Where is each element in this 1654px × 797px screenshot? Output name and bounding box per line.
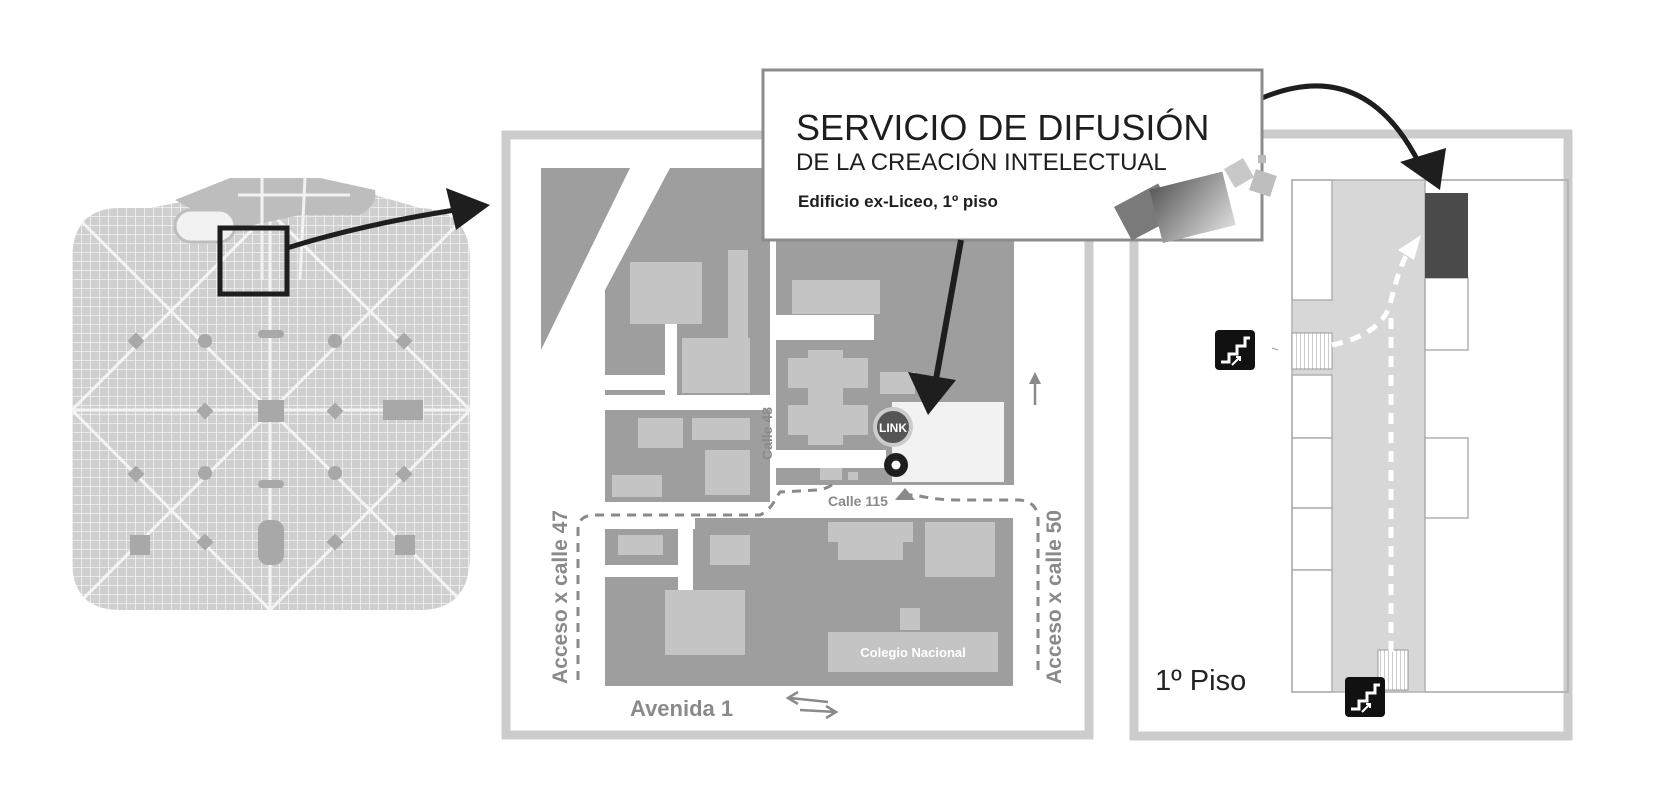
callout-title: SERVICIO DE DIFUSIÓN [796, 107, 1210, 148]
street-label-48: Calle 48 [759, 407, 775, 460]
avenue-label-1: Avenida 1 [630, 696, 734, 721]
target-room [1425, 193, 1468, 278]
floor-label: 1º Piso [1155, 665, 1247, 697]
stairs-left [1292, 333, 1332, 369]
callout-location: Edificio ex-Liceo, 1º piso [798, 192, 998, 211]
link-badge-label: LINK [879, 421, 907, 435]
target-building [892, 402, 1004, 482]
street-label-115: Calle 115 [828, 493, 888, 509]
city-overview-map [60, 170, 490, 620]
colegio-label: Colegio Nacional [860, 645, 966, 660]
access-label-50: Acceso x calle 50 [1043, 510, 1066, 684]
access-label-47: Acceso x calle 47 [549, 510, 572, 684]
callout-subtitle: DE LA CREACIÓN INTELECTUAL [796, 149, 1167, 176]
stairs-icon [1345, 677, 1385, 717]
